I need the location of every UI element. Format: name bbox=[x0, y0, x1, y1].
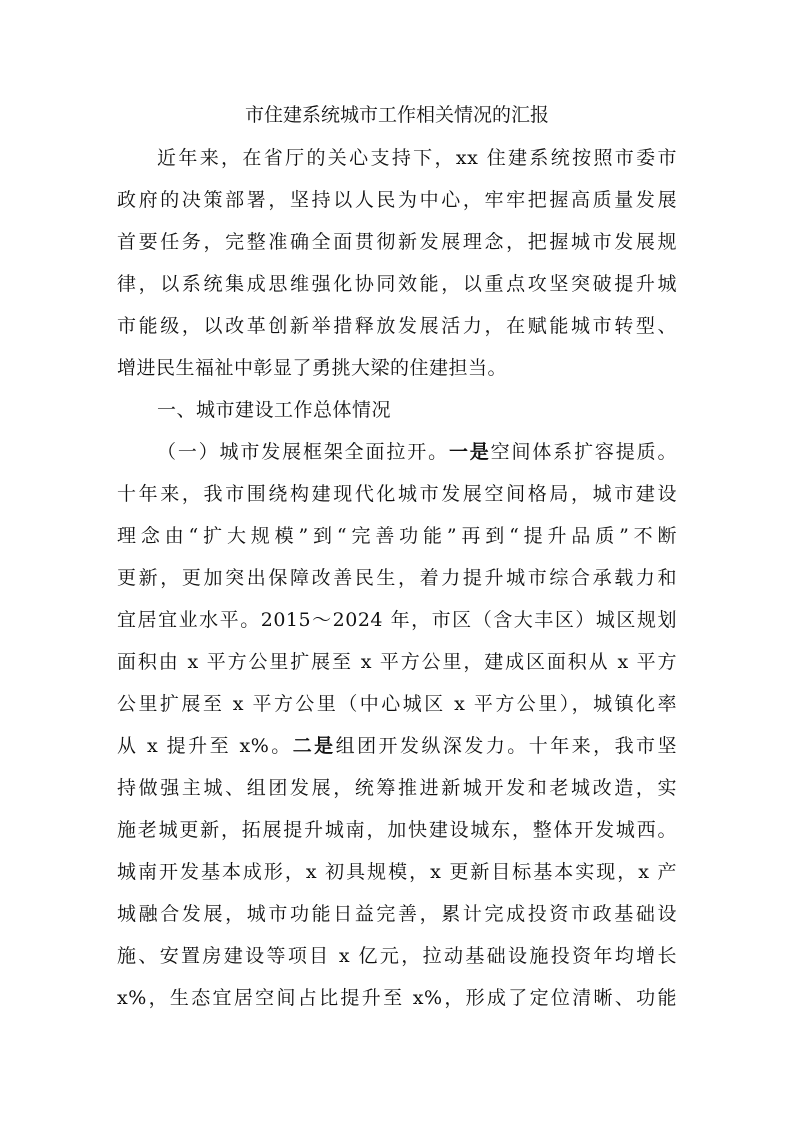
point-text: 空间体系扩容提质。 bbox=[490, 441, 677, 463]
body-line: 十年来，我市围绕构建现代化城市发展空间格局，城市建设 bbox=[117, 483, 677, 505]
intro-line: 市能级，以改革创新举措释放发展活力，在赋能城市转型、 bbox=[117, 315, 677, 337]
body-line: 更新，更加突出保障改善民生，着力提升城市综合承载力和 bbox=[117, 567, 677, 589]
body-line: 施、安置房建设等项目 x 亿元，拉动基础设施投资年均增长 bbox=[117, 945, 677, 967]
intro-line: 政府的决策部署，坚持以人民为中心，牢牢把握高质量发展 bbox=[117, 189, 677, 211]
body-line bbox=[117, 731, 677, 761]
body-line: 施老城更新，拓展提升城南，加快建设城东，整体开发城西。 bbox=[117, 819, 677, 841]
body-line: 城南开发基本成形，x 初具规模，x 更新目标基本实现，x 产 bbox=[117, 861, 677, 883]
subsection-line bbox=[157, 437, 677, 467]
body-line: 宜居宜业水平。2015～2024 年，市区（含大丰区）城区规划 bbox=[117, 609, 677, 631]
point-label: 一是 bbox=[448, 441, 491, 463]
intro-line: 首要任务，完整准确全面贯彻新发展理念，把握城市发展规 bbox=[117, 231, 677, 253]
point-text: 从 x 提升至 x%。 bbox=[117, 735, 293, 757]
body-line: 公里扩展至 x 平方公里（中心城区 x 平方公里），城镇化率 bbox=[117, 693, 677, 715]
page-title: 市住建系统城市工作相关情况的汇报 bbox=[244, 104, 549, 126]
body-line: x%，生态宜居空间占比提升至 x%，形成了定位清晰、功能 bbox=[117, 987, 677, 1009]
point-label: 二是 bbox=[292, 735, 336, 757]
body-line: 持做强主城、组团发展，统筹推进新城开发和老城改造，实 bbox=[117, 777, 677, 799]
body-line: 理念由“扩大规模”到“完善功能”再到“提升品质”不断 bbox=[117, 525, 677, 547]
intro-line: 律，以系统集成思维强化协同效能，以重点攻坚突破提升城 bbox=[117, 273, 677, 295]
body-line: 城融合发展，城市功能日益完善，累计完成投资市政基础设 bbox=[117, 903, 677, 925]
subsection-heading: （一）城市发展框架全面拉开。 bbox=[157, 441, 449, 463]
intro-line: 近年来，在省厅的关心支持下，xx 住建系统按照市委市 bbox=[157, 147, 677, 169]
body-line: 面积由 x 平方公里扩展至 x 平方公里，建成区面积从 x 平方 bbox=[117, 651, 677, 673]
intro-line: 增进民生福祉中彰显了勇挑大梁的住建担当。 bbox=[117, 357, 508, 379]
point-text: 组团开发纵深发力。十年来，我市坚 bbox=[335, 735, 677, 757]
section-heading: 一、城市建设工作总体情况 bbox=[157, 399, 392, 421]
